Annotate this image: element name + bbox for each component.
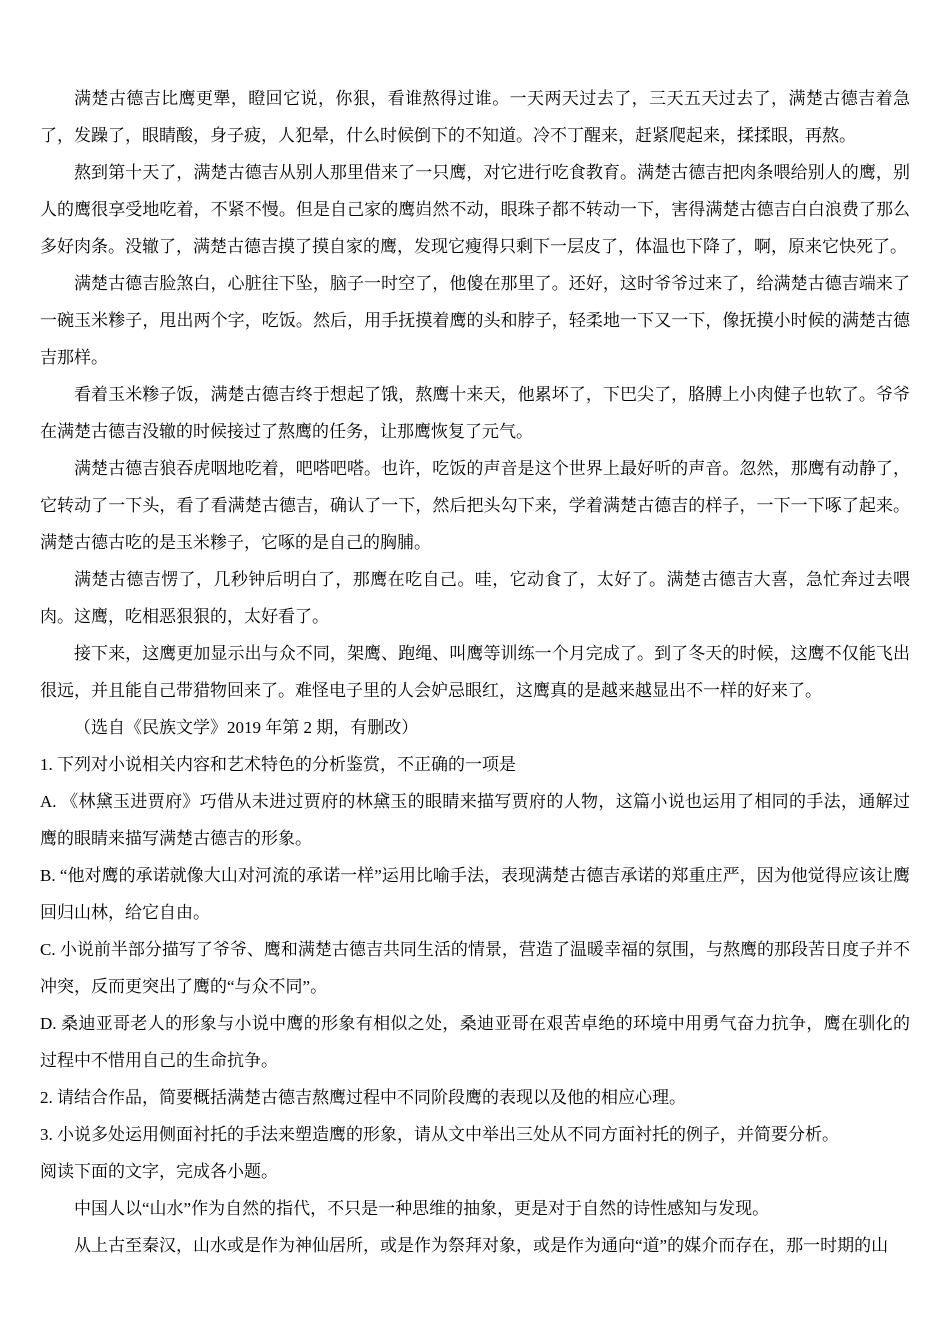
passage-paragraph: 看着玉米糁子饭，满楚古德吉终于想起了饿，熬鹰十来天，他累坏了，下巴尖了，胳膊上小肉健子也软了。爷爷在满楚古德吉没辙的时候接过了熬鹰的任务，让那鹰恢复了元气。 — [40, 385, 910, 441]
passage-paragraph: 满楚古德吉愣了，几秒钟后明白了，那鹰在吃自己。哇，它动食了，太好了。满楚古德吉大喜，急忙奔过去喂肉。这鹰，吃相恶狠狠的，太好看了。 — [40, 570, 910, 626]
question-1-option-a: A. 《林黛玉进贾府》巧借从未进过贾府的林黛玉的眼睛来描写贾府的人物，这篇小说也运用了相同的手法，通解过鹰的眼睛来描写满楚古德吉的形象。 — [40, 792, 910, 848]
next-passage-paragraph: 中国人以“山水”作为自然的指代，不只是一种思维的抽象，更是对于自然的诗性感知与发现。 — [74, 1199, 770, 1218]
next-section-instruction: 阅读下面的文字，完成各小题。 — [40, 1162, 278, 1181]
question-1-option-b: B. “他对鹰的承诺就像大山对河流的承诺一样”运用比喻手法，表现满楚古德吉承诺的郑重庄严，因为他觉得应该让鹰回归山林，给它自由。 — [40, 866, 910, 922]
question-3: 3. 小说多处运用侧面衬托的手法来塑造鹰的形象，请从文中举出三处从不同方面衬托的例子，并简要分析。 — [40, 1125, 839, 1144]
next-passage-paragraph: 从上古至秦汉，山水或是作为神仙居所，或是作为祭拜对象，或是作为通向“道”的媒介而存在，那一时期的山 — [74, 1236, 889, 1255]
question-1-stem: 1. 下列对小说相关内容和艺术特色的分析鉴赏，不正确的一项是 — [40, 755, 516, 774]
passage-source: （选自《民族文学》2019 年第 2 期，有删改） — [74, 718, 419, 737]
question-2: 2. 请结合作品，简要概括满楚古德吉熬鹰过程中不同阶段鹰的表现以及他的相应心理。 — [40, 1088, 686, 1107]
passage-paragraph: 满楚古德吉脸煞白，心脏往下坠，脑子一时空了，他傻在那里了。还好，这时爷爷过来了，给满楚古德吉端来了一碗玉米糁子，甩出两个字，吃饭。然后，用手抚摸着鹰的头和脖子，轻柔地一下又一下，像抚摸小时候的满楚古德吉那样。 — [40, 274, 910, 367]
question-1-option-d: D. 桑迪亚哥老人的形象与小说中鹰的形象有相似之处，桑迪亚哥在艰苦卓绝的环境中用勇气奋力抗争，鹰在驯化的过程中不惜用自己的生命抗争。 — [40, 1014, 910, 1070]
passage-paragraph: 满楚古德吉比鹰更犟，瞪回它说，你狠，看谁熬得过谁。一天两天过去了，三天五天过去了，满楚古德吉着急了，发躁了，眼睛酸，身子疲，人犯晕，什么时候倒下的不知道。冷不丁醒来，赶紧爬起来，揉揉眼，再熬。 — [40, 89, 910, 145]
passage-paragraph: 熬到第十天了，满楚古德吉从别人那里借来了一只鹰，对它进行吃食教育。满楚古德吉把肉条喂给别人的鹰，别人的鹰很享受地吃着，不紧不慢。但是自己家的鹰岿然不动，眼珠子都不转动一下，害得满楚古德吉白白浪费了那么多好肉条。没辙了，满楚古德吉摸了摸自家的鹰，发现它瘦得只剩下一层皮了，体温也下降了，啊，原来它快死了。 — [40, 163, 910, 256]
passage-paragraph: 满楚古德吉狼吞虎咽地吃着，吧嗒吧嗒。也许，吃饭的声音是这个世界上最好听的声音。忽然，那鹰有动静了，它转动了一下头，看了看满楚古德吉，确认了一下，然后把头勾下来，学着满楚古德吉的样子，一下一下啄了起来。满楚古德古吃的是玉米糁子，它啄的是自己的胸脯。 — [40, 459, 910, 552]
question-1-option-c: C. 小说前半部分描写了爷爷、鹰和满楚古德吉共同生活的情景，营造了温暖幸福的氛围，与熬鹰的那段苦日度子并不冲突，反而更突出了鹰的“与众不同”。 — [40, 940, 910, 996]
passage-paragraph: 接下来，这鹰更加显示出与众不同，架鹰、跑绳、叫鹰等训练一个月完成了。到了冬天的时候，这鹰不仅能飞出很远，并且能自己带猎物回来了。难怪电子里的人会妒忌眼红，这鹰真的是越来越显出不一样的好来了。 — [40, 644, 910, 700]
